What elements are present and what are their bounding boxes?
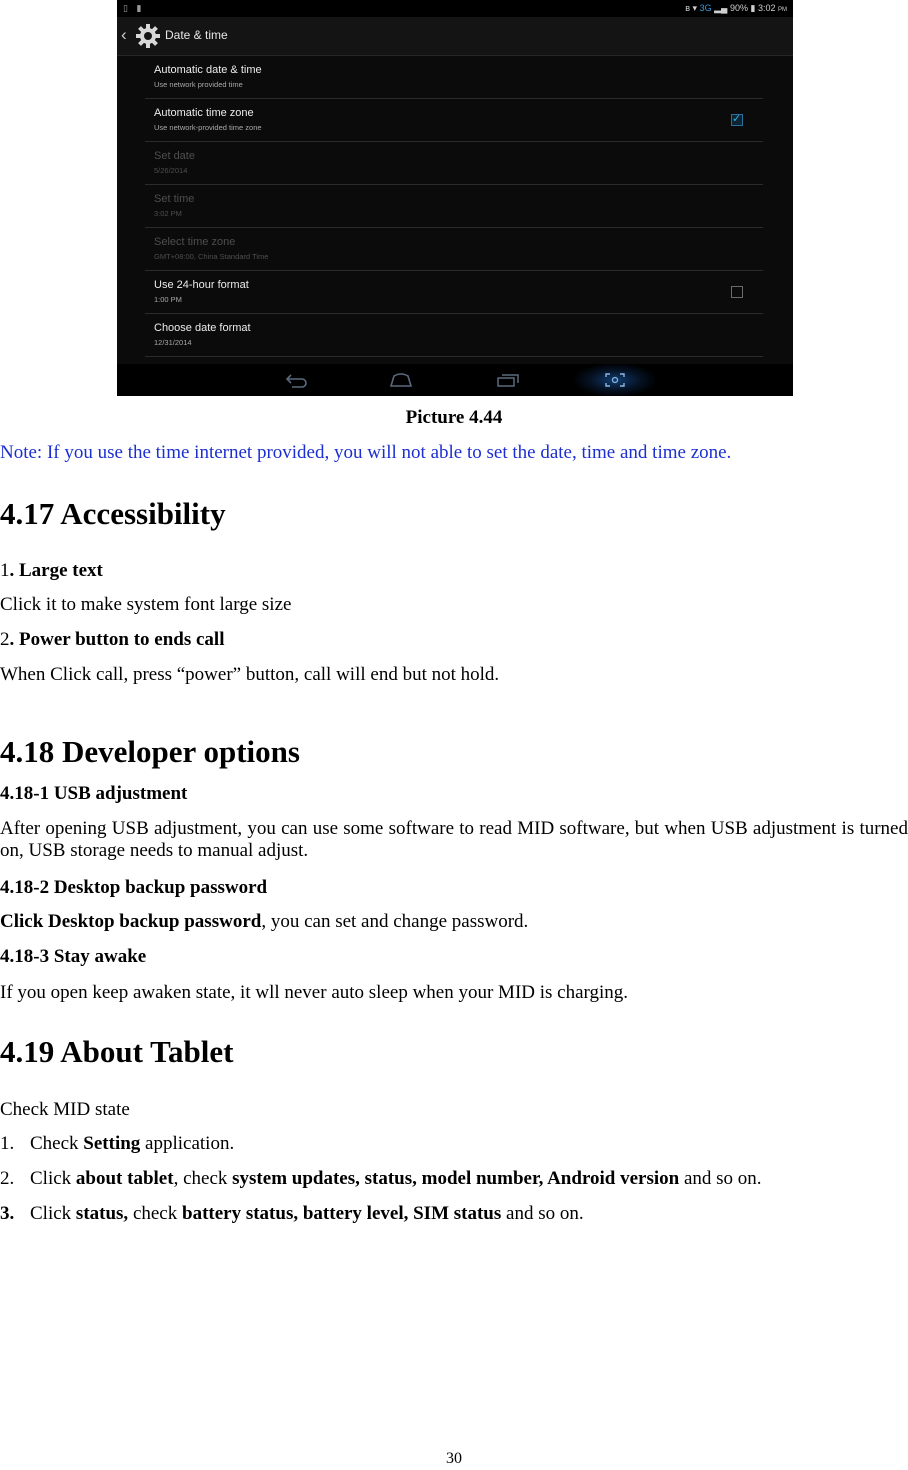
item-number: 2 [0,629,10,650]
text-part: , check [173,1168,233,1189]
usb-adjustment-text: After opening USB adjustment, you can use some software to read MID software, but when USB adjustment is turned on, USB storage needs to manual adjust. [0,818,908,861]
settings-gear-icon[interactable] [135,23,161,49]
text-part: Check [30,1133,84,1154]
notification-icons: ▯ ▮ [123,3,145,13]
screenshot-icon[interactable] [602,371,628,389]
item-number: 1 [0,560,10,581]
status-ampm: PM [778,7,787,13]
item-title: . Large text [9,560,103,581]
setting-summary: Use network provided time [154,80,243,89]
bold-part: system updates, status, model number, Android version [232,1168,680,1189]
setting-title: Set date [154,150,195,162]
setting-summary: 1:00 PM [154,295,182,304]
heading-4-18: 4.18 Developer options [0,734,300,769]
battery-icon: ▮ [750,3,756,13]
text-part: application. [140,1133,235,1154]
network-type: 3G [699,3,712,13]
text-part: Click [30,1203,76,1224]
text-rest: , you can set and change password. [261,911,529,932]
item-large-text [0,560,908,582]
setting-title: Automatic date & time [154,64,262,76]
setting-summary: 12/31/2014 [154,338,192,347]
status-time: 3:02 [757,3,776,13]
about-tablet-intro: Check MID state [0,1099,130,1120]
list-number: 1. [0,1133,15,1154]
figure-caption: Picture 4.44 [405,407,503,428]
setting-summary: Use network-provided time zone [154,123,262,132]
setting-title: Select time zone [154,236,236,248]
heading-4-19: 4.19 About Tablet [0,1034,234,1069]
subheading-desktop-backup-password: 4.18-2 Desktop backup password [0,877,268,898]
list-item-3 [0,1203,908,1225]
item-large-text-description: Click it to make system font large size [0,594,292,615]
heading-4-17: 4.17 Accessibility [0,496,226,531]
back-icon[interactable] [283,371,309,389]
setting-summary: 3:02 PM [154,209,182,218]
stay-awake-text: If you open keep awaken state, it wll never auto sleep when your MID is charging. [0,982,629,1003]
action-bar [117,17,793,56]
setting-set-time [145,185,763,228]
bold-part: Setting [83,1133,141,1154]
list-item-2 [0,1168,908,1190]
text-part: check [128,1203,182,1224]
setting-automatic-time-zone[interactable] [145,99,763,142]
desktop-backup-password-text [0,911,908,933]
checkbox-checked-icon[interactable] [731,114,743,126]
list-item-1 [0,1133,908,1155]
status-bar [117,0,793,17]
bluetooth-icon: ʙ [685,3,691,13]
setting-set-date [145,142,763,185]
setting-title: Set time [154,193,195,205]
item-title: . Power button to ends call [9,629,225,650]
navigation-bar [117,364,793,396]
item-power-button-description: When Click call, press “power” button, call will end but not hold. [0,664,500,685]
bold-phrase: Click Desktop backup password [0,911,262,932]
list-number: 3. [0,1203,15,1224]
settings-list [145,56,763,357]
text-part: Click [30,1168,76,1189]
setting-choose-date-format[interactable] [145,314,763,357]
list-number: 2. [0,1168,15,1189]
text-part: and so on. [501,1203,584,1224]
screen-title: Date & time [165,28,228,42]
home-icon[interactable] [388,371,414,389]
setting-select-time-zone [145,228,763,271]
subheading-usb-adjustment: 4.18-1 USB adjustment [0,783,188,804]
back-caret-icon[interactable]: ‹ [121,25,127,44]
date-time-screenshot [117,0,793,396]
setting-summary: GMT+08:00, China Standard Time [154,252,269,261]
subheading-stay-awake: 4.18-3 Stay awake [0,946,147,967]
status-indicators [685,3,787,14]
text-part: and so on. [679,1168,762,1189]
note-text: Note: If you use the time internet provided, you will not able to set the date, time and time zone. [0,442,732,463]
recent-apps-icon[interactable] [495,371,521,389]
checkbox-unchecked-icon[interactable] [731,286,743,298]
setting-automatic-date-time[interactable] [145,56,763,99]
item-power-button [0,629,908,651]
bold-part: about tablet [75,1168,174,1189]
setting-title: Use 24-hour format [154,279,249,291]
setting-title: Choose date format [154,322,251,334]
page-number: 30 [446,1450,462,1467]
setting-title: Automatic time zone [154,107,254,119]
setting-use-24-hour-format[interactable] [145,271,763,314]
battery-level: 90% [729,3,748,13]
wifi-icon: ▾ [692,3,698,13]
bold-part: battery status, battery level, SIM status [182,1203,502,1224]
signal-icon: ▂▄ [714,3,728,13]
bold-part: status, [75,1203,129,1224]
setting-summary: 5/26/2014 [154,166,188,175]
